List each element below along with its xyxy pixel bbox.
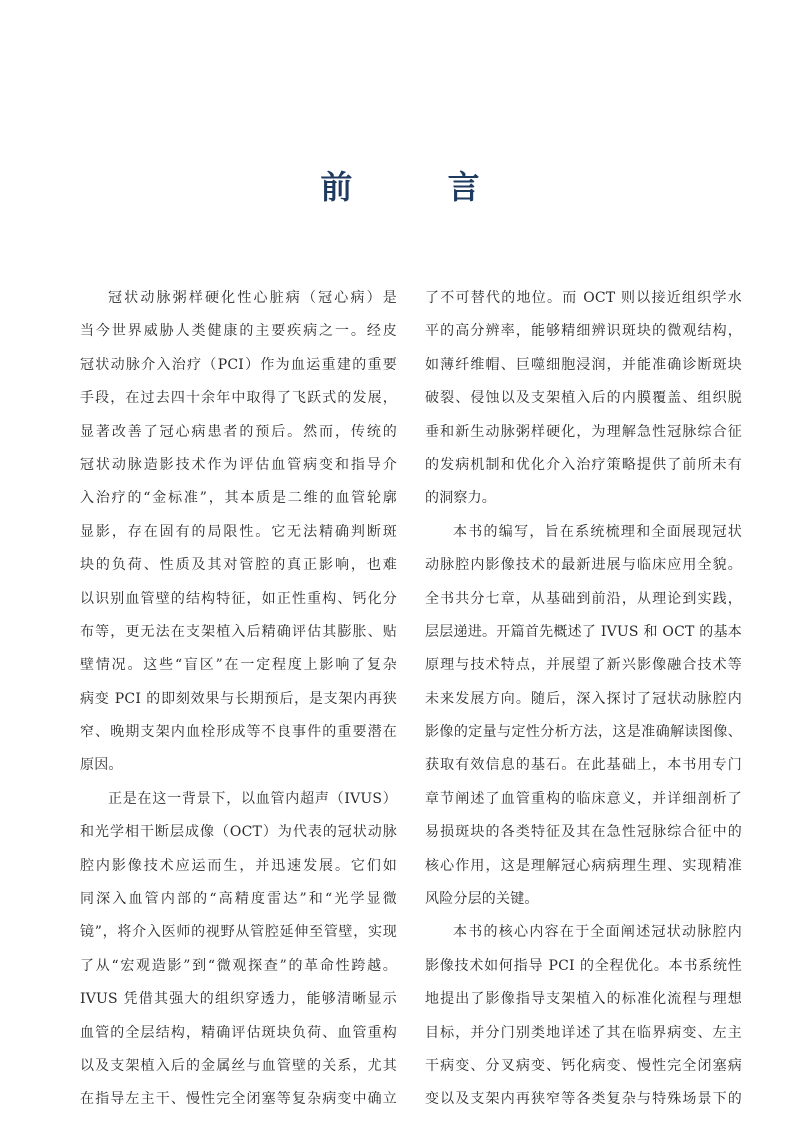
text-line: 全书共分七章，从基础到前沿，从理论到实践， bbox=[425, 590, 742, 607]
text-line: 手段，在过去四十余年中取得了飞跃式的发展， bbox=[80, 390, 397, 407]
text-line: 原因。 bbox=[80, 757, 123, 774]
text-line: 的发病机制和优化介入治疗策略提供了前所未有 bbox=[425, 456, 742, 473]
text-line: 块的负荷、性质及其对管腔的真正影响，也难 bbox=[80, 557, 397, 574]
text-line: 腔内影像技术应运而生，并迅速发展。它们如 bbox=[80, 857, 397, 874]
page-title: 前 言 bbox=[320, 168, 522, 206]
text-line: 风险分层的关键。 bbox=[425, 891, 539, 908]
text-line: 冠状动脉粥样硬化性心脏病（冠心病）是 bbox=[108, 290, 397, 306]
text-line: 影像技术如何指导 PCI 的全程优化。本书系统性 bbox=[425, 957, 742, 974]
text-line: 在指导左主干、慢性完全闭塞等复杂病变中确立 bbox=[80, 1091, 397, 1108]
text-line: IVUS 凭借其强大的组织穿透力，能够清晰显示 bbox=[80, 991, 397, 1008]
text-line: 未来发展方向。随后，深入探讨了冠状动脉腔内 bbox=[425, 690, 742, 707]
text-line: 变以及支架内再狭窄等各类复杂与特殊场景下的 bbox=[425, 1091, 742, 1108]
text-line: 本书的核心内容在于全面阐述冠状动脉腔内 bbox=[453, 924, 742, 941]
text-line: 的洞察力。 bbox=[425, 490, 496, 507]
text-line: 镜”，将介入医师的视野从管腔延伸至管壁，实现 bbox=[80, 924, 397, 941]
right-column bbox=[425, 282, 742, 1117]
text-line: 地提出了影像指导支架植入的标准化流程与理想 bbox=[425, 991, 742, 1008]
text-line: 布等，更无法在支架植入后精确评估其膨胀、贴 bbox=[80, 623, 397, 640]
text-line: 壁情况。这些“盲区”在一定程度上影响了复杂 bbox=[80, 657, 397, 674]
text-line: 破裂、侵蚀以及支架植入后的内膜覆盖、组织脱 bbox=[425, 390, 742, 407]
text-line: 获取有效信息的基石。在此基础上，本书用专门 bbox=[425, 757, 742, 774]
text-line: 核心作用，这是理解冠心病病理生理、实现精准 bbox=[425, 857, 742, 874]
left-column bbox=[80, 282, 397, 1117]
text-line: 和光学相干断层成像（OCT）为代表的冠状动脉 bbox=[80, 824, 397, 841]
text-line: 干病变、分叉病变、钙化病变、慢性完全闭塞病 bbox=[425, 1057, 742, 1074]
text-line: 以识别血管壁的结构特征，如正性重构、钙化分 bbox=[80, 590, 397, 607]
text-line: 显影，存在固有的局限性。它无法精确判断斑 bbox=[80, 523, 397, 540]
text-line: 了不可替代的地位。而 OCT 则以接近组织学水 bbox=[425, 290, 742, 306]
text-line: 影像的定量与定性分析方法，这是准确解读图像、 bbox=[425, 724, 742, 741]
text-line: 目标，并分门别类地详述了其在临界病变、左主 bbox=[425, 1024, 742, 1041]
text-line: 窄、晚期支架内血栓形成等不良事件的重要潜在 bbox=[80, 724, 397, 741]
text-line: 垂和新生动脉粥样硬化，为理解急性冠脉综合征 bbox=[425, 423, 742, 440]
text-line: 原理与技术特点，并展望了新兴影像融合技术等 bbox=[425, 657, 742, 674]
text-line: 显著改善了冠心病患者的预后。然而，传统的 bbox=[80, 423, 397, 440]
text-line: 如薄纤维帽、巨噬细胞浸润，并能准确诊断斑块 bbox=[425, 356, 742, 373]
text-line: 平的高分辨率，能够精细辨识斑块的微观结构， bbox=[425, 323, 742, 340]
text-line: 冠状动脉介入治疗（PCI）作为血运重建的重要 bbox=[80, 356, 397, 373]
text-line: 同深入血管内部的“高精度雷达”和“光学显微 bbox=[80, 891, 397, 908]
text-line: 正是在这一背景下，以血管内超声（IVUS） bbox=[108, 790, 397, 807]
text-line: 冠状动脉造影技术作为评估血管病变和指导介 bbox=[80, 456, 397, 473]
text-line: 了从“宏观造影”到“微观探查”的革命性跨越。 bbox=[80, 957, 397, 974]
text-line: 血管的全层结构，精确评估斑块负荷、血管重构 bbox=[80, 1024, 397, 1041]
text-line: 章节阐述了血管重构的临床意义，并详细剖析了 bbox=[425, 790, 742, 807]
text-line: 当今世界威胁人类健康的主要疾病之一。经皮 bbox=[80, 323, 397, 340]
text-line: 本书的编写，旨在系统梳理和全面展现冠状 bbox=[453, 523, 742, 540]
text-line: 病变 PCI 的即刻效果与长期预后，是支架内再狭 bbox=[80, 690, 397, 707]
text-line: 动脉腔内影像技术的最新进展与临床应用全貌。 bbox=[425, 557, 742, 574]
text-line: 层层递进。开篇首先概述了 IVUS 和 OCT 的基本 bbox=[425, 623, 742, 640]
text-line: 以及支架植入后的金属丝与血管壁的关系，尤其 bbox=[80, 1057, 397, 1074]
text-line: 易损斑块的各类特征及其在急性冠脉综合征中的 bbox=[425, 824, 742, 841]
text-line: 入治疗的“金标准”，其本质是二维的血管轮廓 bbox=[80, 490, 397, 507]
